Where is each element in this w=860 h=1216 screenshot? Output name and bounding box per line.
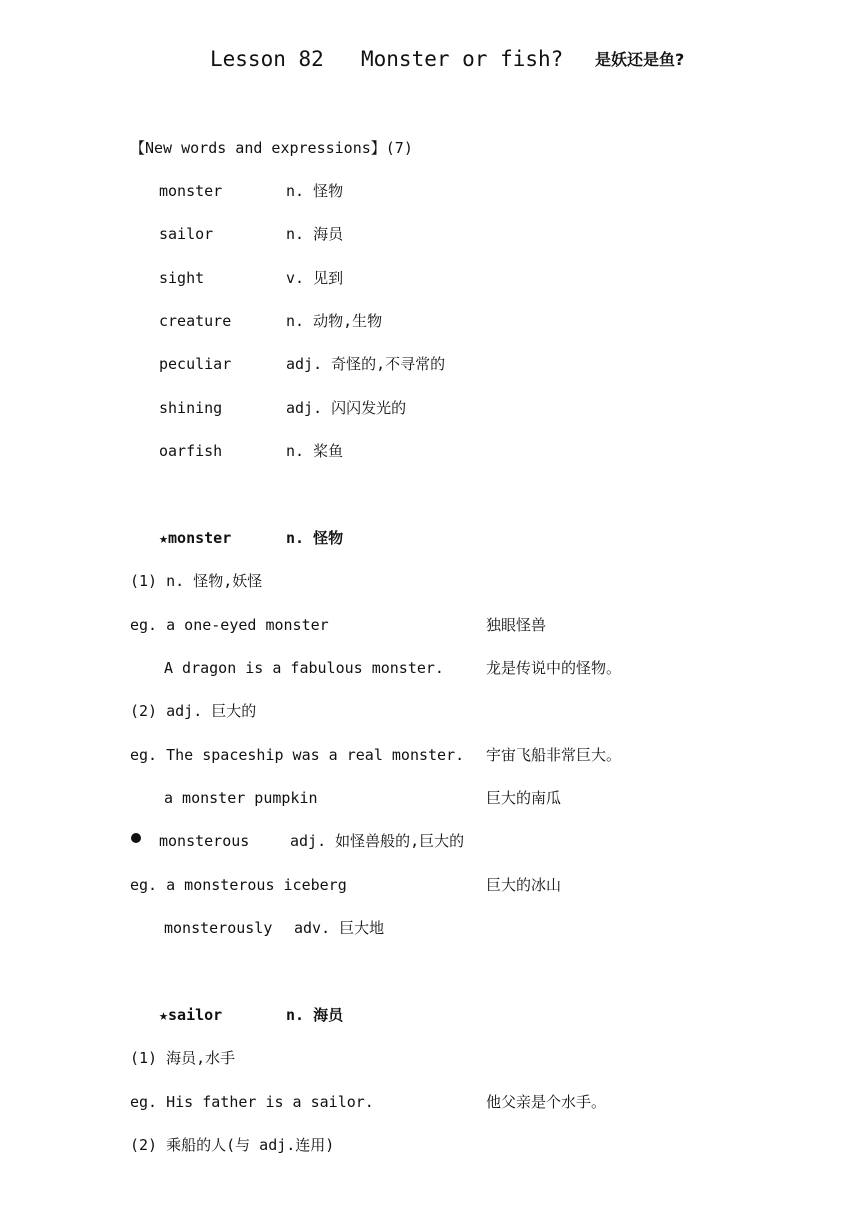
entry-pos: n. 怪物 xyxy=(286,529,344,547)
example-cn: 龙是传说中的怪物。 xyxy=(486,659,622,677)
lesson-number: Lesson 82 xyxy=(210,47,324,71)
example-en: a monster pumpkin xyxy=(164,789,318,807)
vocab-def: n. 桨鱼 xyxy=(286,442,344,460)
vocab-def: n. 怪物 xyxy=(286,182,344,200)
example-en: A dragon is a fabulous monster. xyxy=(164,659,444,677)
adverb-def: adv. 巨大地 xyxy=(294,919,385,937)
vocab-def: adj. 闪闪发光的 xyxy=(286,399,407,417)
example-en: eg. a one-eyed monster xyxy=(130,616,329,634)
sense-line: (2) 乘船的人(与 adj.连用) xyxy=(130,1136,335,1154)
adverb-word: monsterously xyxy=(164,919,273,937)
example-cn: 宇宙飞船非常巨大。 xyxy=(486,746,622,764)
vocab-def: n. 海员 xyxy=(286,225,344,243)
vocab-def: v. 见到 xyxy=(286,269,344,287)
sense-line: (1) n. 怪物,妖怪 xyxy=(130,572,263,590)
entry-headword: ★monster xyxy=(159,529,232,547)
example-en: eg. a monsterous iceberg xyxy=(130,876,347,894)
derived-def: adj. 如怪兽般的,巨大的 xyxy=(290,832,465,850)
example-cn: 巨大的冰山 xyxy=(486,876,562,894)
example-en: eg. The spaceship was a real monster. xyxy=(130,746,465,764)
vocab-word: shining xyxy=(159,399,223,417)
example-cn: 他父亲是个水手。 xyxy=(486,1093,607,1111)
vocab-word: oarfish xyxy=(159,442,223,460)
vocab-def: adj. 奇怪的,不寻常的 xyxy=(286,355,446,373)
entry-headword: ★sailor xyxy=(159,1006,223,1024)
sense-line: (1) 海员,水手 xyxy=(130,1049,236,1067)
lesson-title-cn: 是妖还是鱼? xyxy=(595,50,685,69)
bullet-dot xyxy=(131,833,141,843)
vocab-word: sailor xyxy=(159,225,214,243)
example-en: eg. His father is a sailor. xyxy=(130,1093,374,1111)
vocab-word: creature xyxy=(159,312,232,330)
entry-pos: n. 海员 xyxy=(286,1006,344,1024)
sense-line: (2) adj. 巨大的 xyxy=(130,702,257,720)
example-cn: 独眼怪兽 xyxy=(486,616,547,634)
vocab-word: peculiar xyxy=(159,355,232,373)
vocab-word: sight xyxy=(159,269,205,287)
section-heading: 【New words and expressions】(7) xyxy=(130,139,413,157)
example-cn: 巨大的南瓜 xyxy=(486,789,562,807)
vocab-def: n. 动物,生物 xyxy=(286,312,383,330)
lesson-title-en: Monster or fish? xyxy=(361,47,564,71)
derived-word: monsterous xyxy=(159,832,250,850)
vocab-word: monster xyxy=(159,182,223,200)
